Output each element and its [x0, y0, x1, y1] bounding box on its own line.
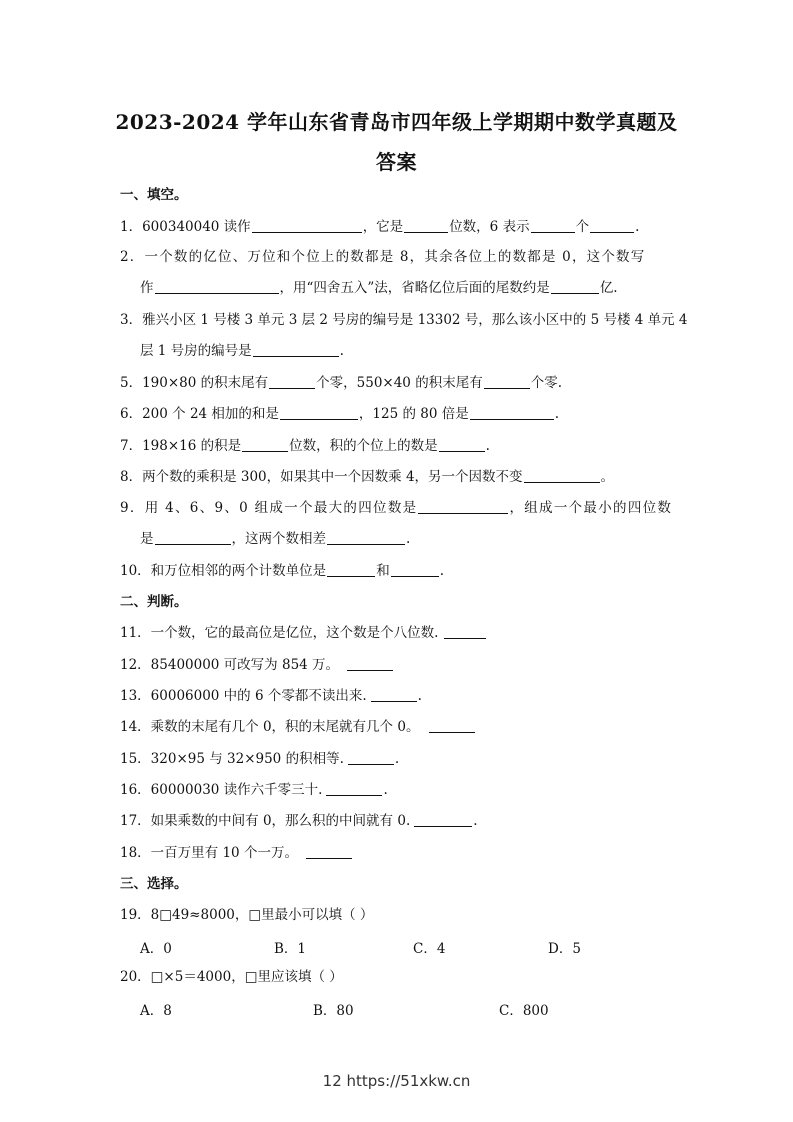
q5-text-c: 个零. — [530, 375, 562, 391]
q7-text-a: 7．198×16 的积是 — [120, 438, 242, 454]
q1-blank-unit[interactable] — [590, 218, 634, 233]
question-11 — [120, 624, 680, 642]
q14-text: 14．乘数的末尾有几个 0，积的末尾就有几个 0。 — [120, 719, 420, 735]
q10-blank-2[interactable] — [391, 562, 439, 577]
question-13 — [120, 687, 680, 705]
q3-blank-code[interactable] — [253, 342, 339, 357]
q1-blank-reading[interactable] — [252, 218, 362, 233]
q2-blank-approx[interactable] — [551, 279, 599, 294]
question-6 — [120, 405, 680, 423]
q15-blank[interactable] — [348, 750, 394, 765]
q19-option-a[interactable]: A．0 — [140, 941, 172, 957]
q9-text-a: 9．用 4、6、9、0 组成一个最大的四位数是 — [120, 500, 418, 516]
question-16 — [120, 781, 680, 799]
question-9-line1 — [120, 499, 680, 517]
q1-text-c: 位数，6 表示 — [449, 219, 530, 235]
q18-blank[interactable] — [306, 844, 352, 859]
q2-text-c: ，用“四舍五入”法，省略亿位后面的尾数约是 — [279, 280, 550, 296]
q2-text-d: 亿. — [599, 280, 618, 296]
q6-text-c: . — [554, 406, 560, 422]
q6-blank-2[interactable] — [470, 405, 554, 420]
question-3-line1: 3．雅兴小区 1 号楼 3 单元 3 层 2 号房的编号是 13302 号，那么该小区中的 5 号楼 4 单元 4 — [120, 312, 688, 328]
question-5 — [120, 374, 680, 392]
q8-text-b: 。 — [600, 469, 615, 485]
q10-text-b: 和 — [376, 563, 390, 579]
q20-option-a[interactable]: A．8 — [140, 1003, 172, 1019]
q9-text-e: . — [406, 531, 411, 547]
question-10 — [120, 562, 680, 580]
q16-text: 16．60000030 读作六千零三十. — [120, 782, 323, 798]
q1-text-d: 个 — [575, 219, 590, 235]
q13-text: 13．60006000 中的 6 个零都不读出来. — [120, 688, 367, 704]
q19-option-d[interactable]: D．5 — [548, 941, 581, 957]
q3-text-c: . — [339, 343, 344, 359]
q9-blank-diff[interactable] — [327, 530, 405, 545]
q5-blank-1[interactable] — [269, 374, 315, 389]
q20-option-c[interactable]: C．800 — [499, 1003, 549, 1019]
q6-text-b: ，125 的 80 倍是 — [358, 406, 469, 422]
q7-blank-1[interactable] — [242, 437, 288, 452]
q13-blank[interactable] — [371, 687, 417, 702]
q1-text-a: 1．600340040 读作 — [120, 219, 251, 235]
q18-text: 18．一百万里有 10 个一万。 — [120, 845, 298, 861]
q7-blank-2[interactable] — [439, 437, 485, 452]
question-14 — [120, 718, 680, 736]
question-20-stem: 20．□×5＝4000，□里应该填（ ） — [120, 969, 343, 985]
question-3-line2 — [140, 342, 700, 360]
q1-text-b: ，它是 — [362, 219, 404, 235]
q7-text-b: 位数，积的个位上的数是 — [289, 438, 438, 454]
page-title-line2: 答案 — [376, 150, 417, 174]
question-2-line1: 2．一个数的亿位、万位和个位上的数都是 8，其余各位上的数都是 0，这个数写 — [120, 249, 646, 265]
question-2-line2 — [140, 279, 700, 297]
question-19-stem: 19．8□49≈8000，□里最小可以填（ ） — [120, 907, 374, 923]
q11-text: 11．一个数，它的最高位是亿位，这个数是个八位数. — [120, 625, 439, 641]
q17-text: 17．如果乘数的中间有 0，那么积的中间就有 0. — [120, 813, 411, 829]
q9-text-b: ，组成一个最小的四位数 — [509, 500, 673, 516]
section-judge-heading: 二、判断。 — [120, 594, 188, 610]
q2-text-b: 作 — [140, 280, 154, 296]
q5-text-b: 个零，550×40 的积末尾有 — [316, 375, 483, 391]
q15-end: . — [394, 751, 400, 767]
q1-blank-digits[interactable] — [404, 218, 448, 233]
q5-blank-2[interactable] — [484, 374, 530, 389]
q5-text-a: 5．190×80 的积末尾有 — [120, 375, 269, 391]
q16-end: . — [383, 782, 388, 798]
section-fill-heading: 一、填空。 — [120, 187, 188, 203]
q8-text-a: 8．两个数的乘积是 300，如果其中一个因数乘 4，另一个因数不变 — [120, 469, 523, 485]
question-12 — [120, 656, 680, 674]
q10-text-c: . — [439, 563, 444, 579]
q3-text-b: 层 1 号房的编号是 — [140, 343, 252, 359]
question-8 — [120, 468, 680, 486]
q14-blank[interactable] — [429, 718, 475, 733]
q15-text: 15．320×95 与 32×950 的积相等. — [120, 751, 344, 767]
q19-option-b[interactable]: B．1 — [274, 941, 307, 957]
q16-blank[interactable] — [326, 781, 382, 796]
q17-end: . — [473, 813, 478, 829]
question-15 — [120, 750, 680, 768]
q10-blank-1[interactable] — [327, 562, 375, 577]
q6-text-a: 6．200 个 24 相加的和是 — [120, 406, 279, 422]
q10-text-a: 10．和万位相邻的两个计数单位是 — [120, 563, 327, 579]
q13-end: . — [417, 688, 422, 704]
q6-blank-1[interactable] — [280, 405, 358, 420]
q1-text-e: . — [635, 219, 640, 235]
section-choice-heading: 三、选择。 — [120, 876, 188, 892]
question-7 — [120, 437, 680, 455]
question-18 — [120, 844, 680, 862]
q8-blank[interactable] — [524, 468, 600, 483]
question-9-line2 — [140, 530, 700, 548]
q7-text-c: . — [485, 438, 490, 454]
page-footer: 12 https://51xkw.cn — [322, 1072, 471, 1090]
question-1 — [120, 218, 680, 236]
question-17 — [120, 812, 680, 830]
page-title-line1: 2023-2024 学年山东省青岛市四年级上学期期中数学真题及 — [115, 110, 678, 134]
q2-blank-number[interactable] — [155, 279, 279, 294]
q17-blank[interactable] — [414, 812, 472, 827]
q9-blank-max[interactable] — [418, 499, 508, 514]
q9-text-d: ，这两个数相差 — [231, 531, 326, 547]
q11-blank[interactable] — [444, 624, 486, 639]
q19-option-c[interactable]: C．4 — [413, 941, 446, 957]
q1-blank-count[interactable] — [531, 218, 575, 233]
q20-option-b[interactable]: B．80 — [313, 1003, 354, 1019]
q12-blank[interactable] — [347, 656, 393, 671]
q9-text-c: 是 — [140, 531, 154, 547]
q12-text: 12．85400000 可改写为 854 万。 — [120, 657, 340, 673]
q9-blank-min[interactable] — [155, 530, 231, 545]
